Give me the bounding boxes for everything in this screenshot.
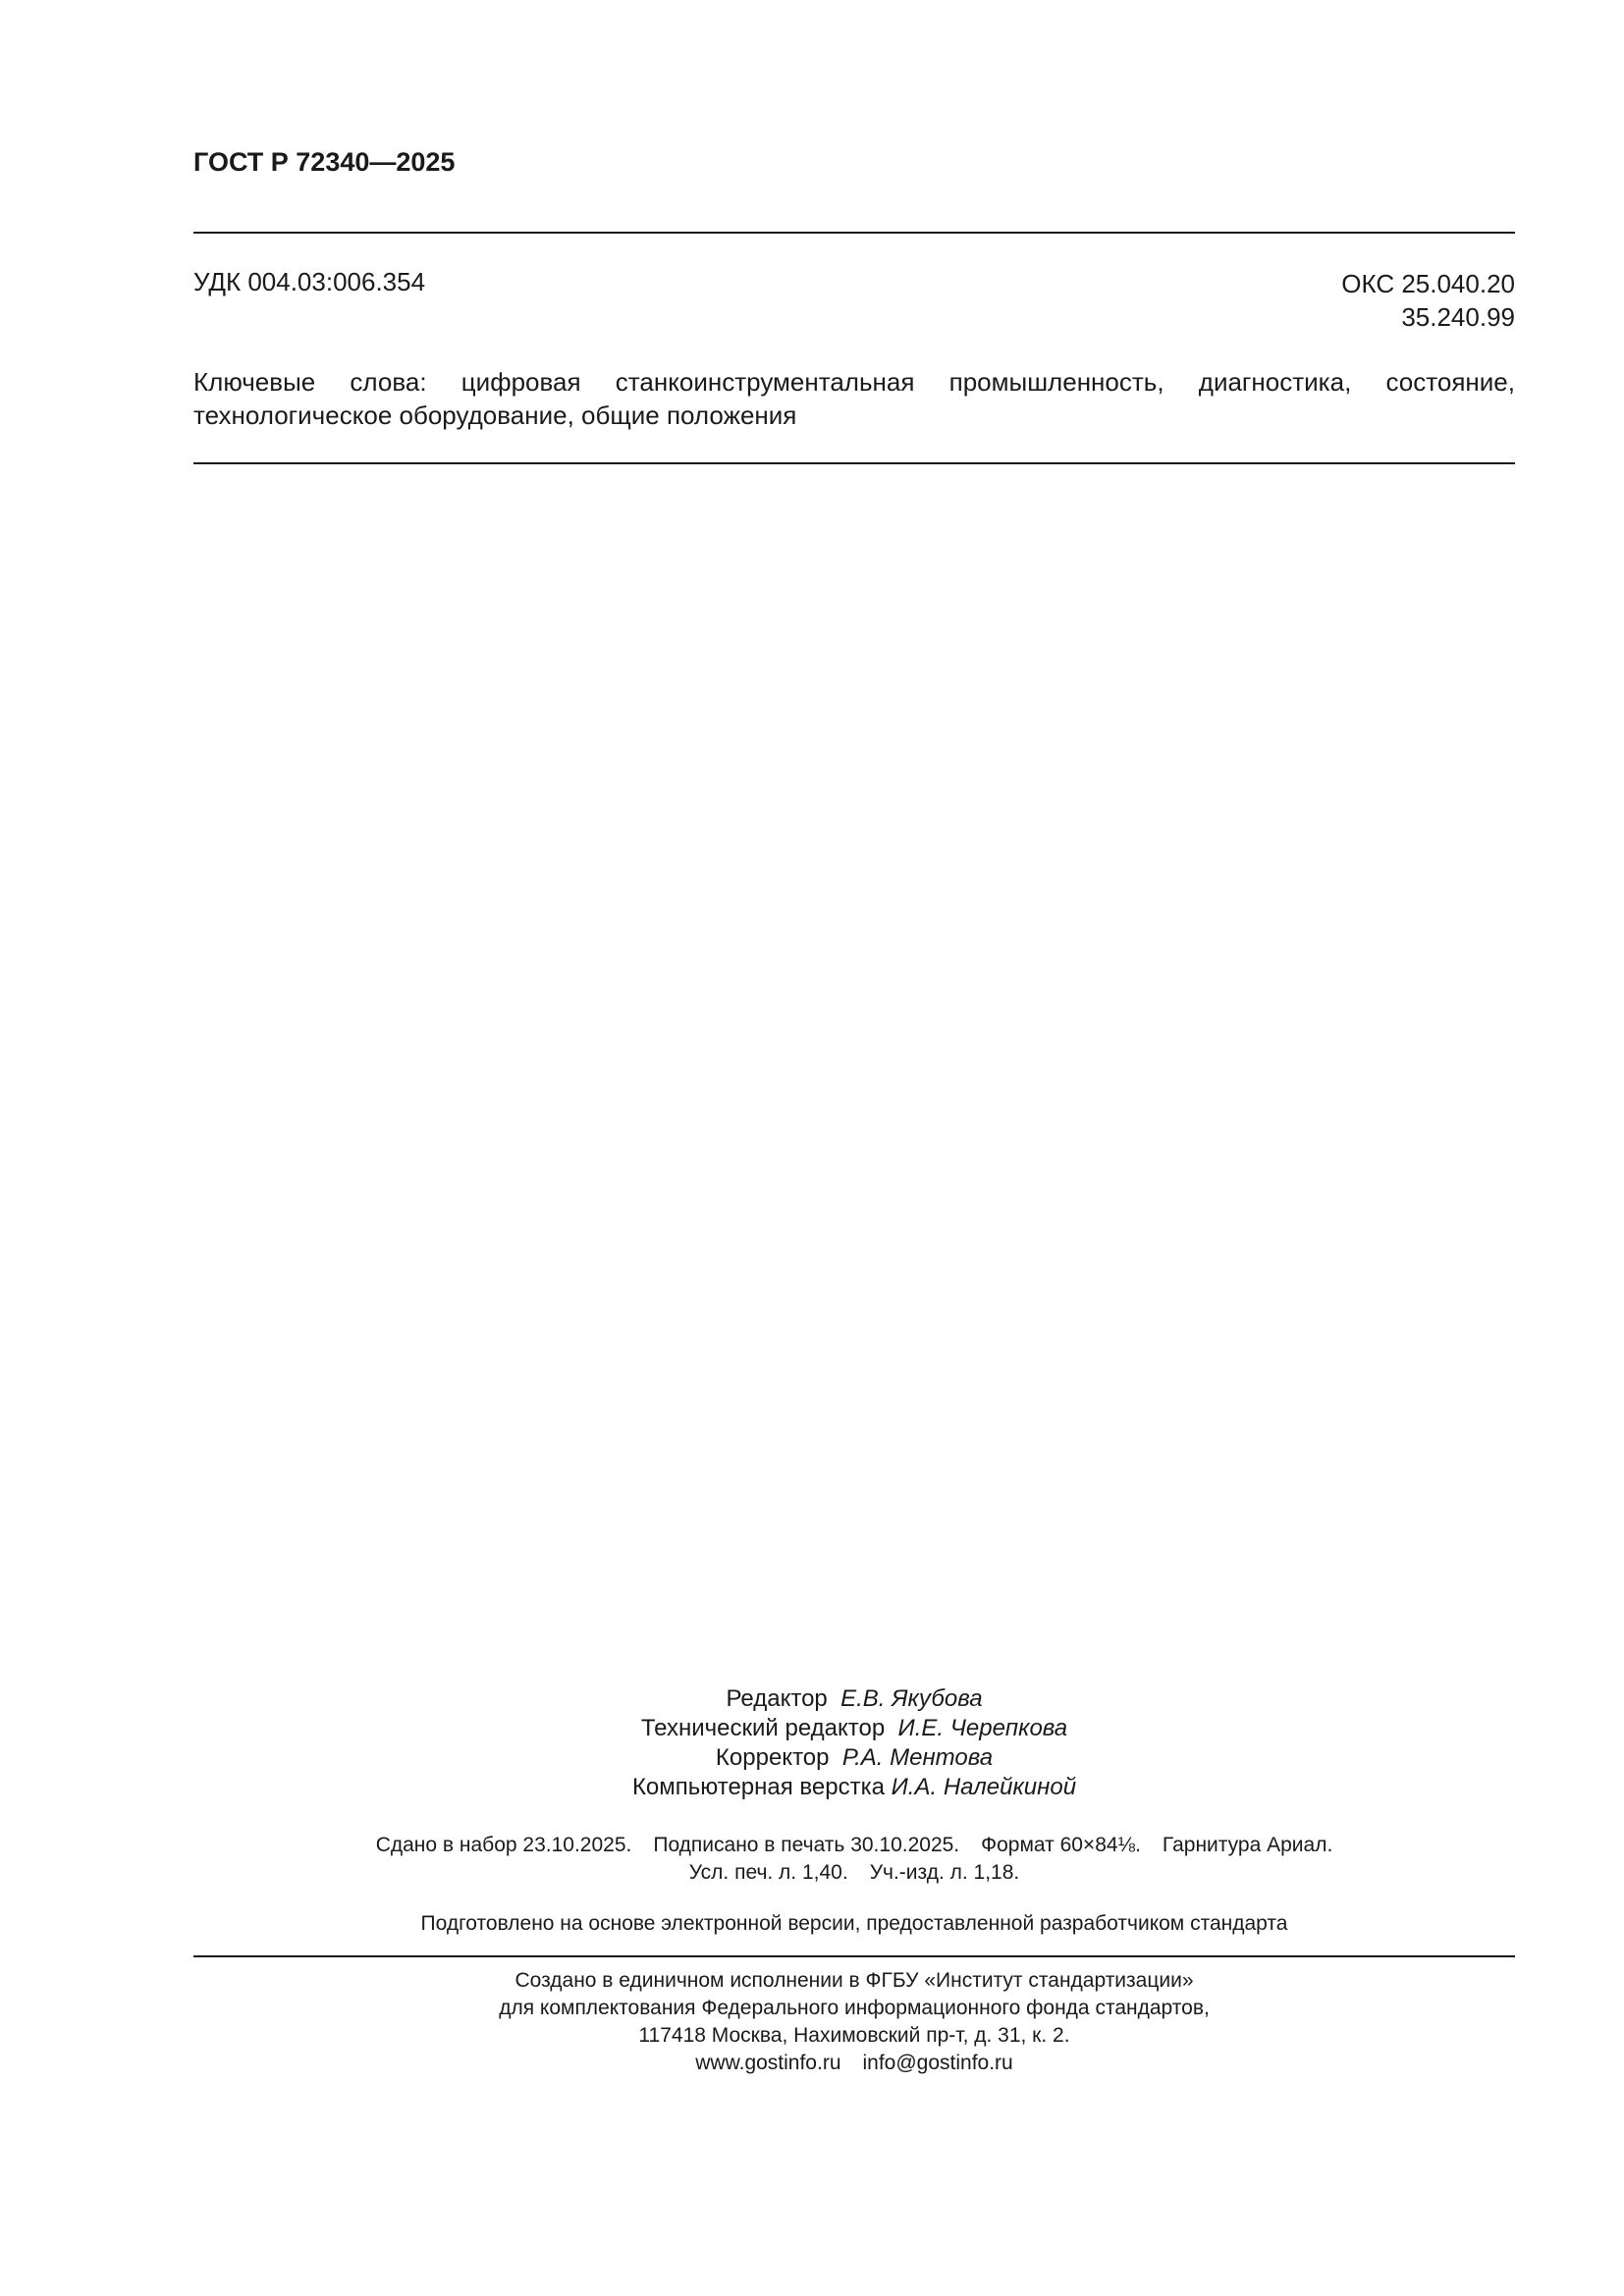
- keywords-divider: [193, 462, 1515, 464]
- credit-role: Технический редактор: [640, 1715, 886, 1741]
- oks-code-primary: ОКС 25.040.20: [1341, 269, 1515, 298]
- document-number: ГОСТ Р 72340—2025: [193, 147, 456, 177]
- footer-address: 117418 Москва, Нахимовский пр-т, д. 31, к. 2.: [638, 2024, 1070, 2047]
- typeset-date: Сдано в набор 23.10.2025.: [375, 1834, 632, 1856]
- footer-divider: [193, 1955, 1515, 1957]
- credit-name: И.Е. Черепкова: [897, 1715, 1068, 1741]
- typeface: Гарнитура Ариал.: [1162, 1834, 1333, 1856]
- credit-role: Редактор: [726, 1685, 828, 1712]
- pub-sheets: Уч.-изд. л. 1,18.: [869, 1861, 1020, 1884]
- credit-technical-editor: [193, 1714, 1515, 1743]
- publication-line-2: [193, 1859, 1515, 1887]
- print-sheets: Усл. печ. л. 1,40.: [688, 1861, 848, 1884]
- footer-block: [193, 1967, 1515, 2077]
- credit-proofreader: [193, 1743, 1515, 1773]
- email-link[interactable]: info@gostinfo.ru: [862, 2052, 1013, 2074]
- oks-codes: [1341, 267, 1515, 334]
- signed-date: Подписано в печать 30.10.2025.: [653, 1834, 960, 1856]
- footer-line-1: Создано в единичном исполнении в ФГБУ «Институт стандартизации»: [514, 1969, 1194, 1992]
- credit-role: Компьютерная верстка: [631, 1774, 885, 1800]
- credit-role: Корректор: [715, 1744, 830, 1771]
- publication-info: [193, 1832, 1515, 1887]
- credit-editor: [193, 1684, 1515, 1714]
- prepared-note: Подготовлено на основе электронной версии, предоставленной разработчиком стандарта: [420, 1912, 1288, 1935]
- credits-block: [193, 1684, 1515, 1802]
- top-divider: [193, 232, 1515, 234]
- footer-contacts: [193, 2050, 1515, 2077]
- keywords-paragraph: Ключевые слова: цифровая станкоинструментальная промышленность, диагностика, состояние, технологическое оборудование, общие положения: [193, 367, 1515, 430]
- footer-line-2: для комплектования Федерального информационного фонда стандартов,: [499, 1997, 1210, 2019]
- oks-code-secondary: 35.240.99: [1401, 302, 1515, 332]
- format: Формат 60×84⅛.: [981, 1834, 1141, 1856]
- credit-name: Р.А. Ментова: [841, 1744, 994, 1771]
- website-link[interactable]: www.gostinfo.ru: [695, 2052, 841, 2074]
- udk-code: УДК 004.03:006.354: [193, 267, 426, 296]
- credit-name: Е.В. Якубова: [840, 1685, 983, 1712]
- credit-name: И.А. Налейкиной: [891, 1774, 1077, 1800]
- credit-layout: [193, 1773, 1515, 1802]
- publication-line-1: [193, 1832, 1515, 1859]
